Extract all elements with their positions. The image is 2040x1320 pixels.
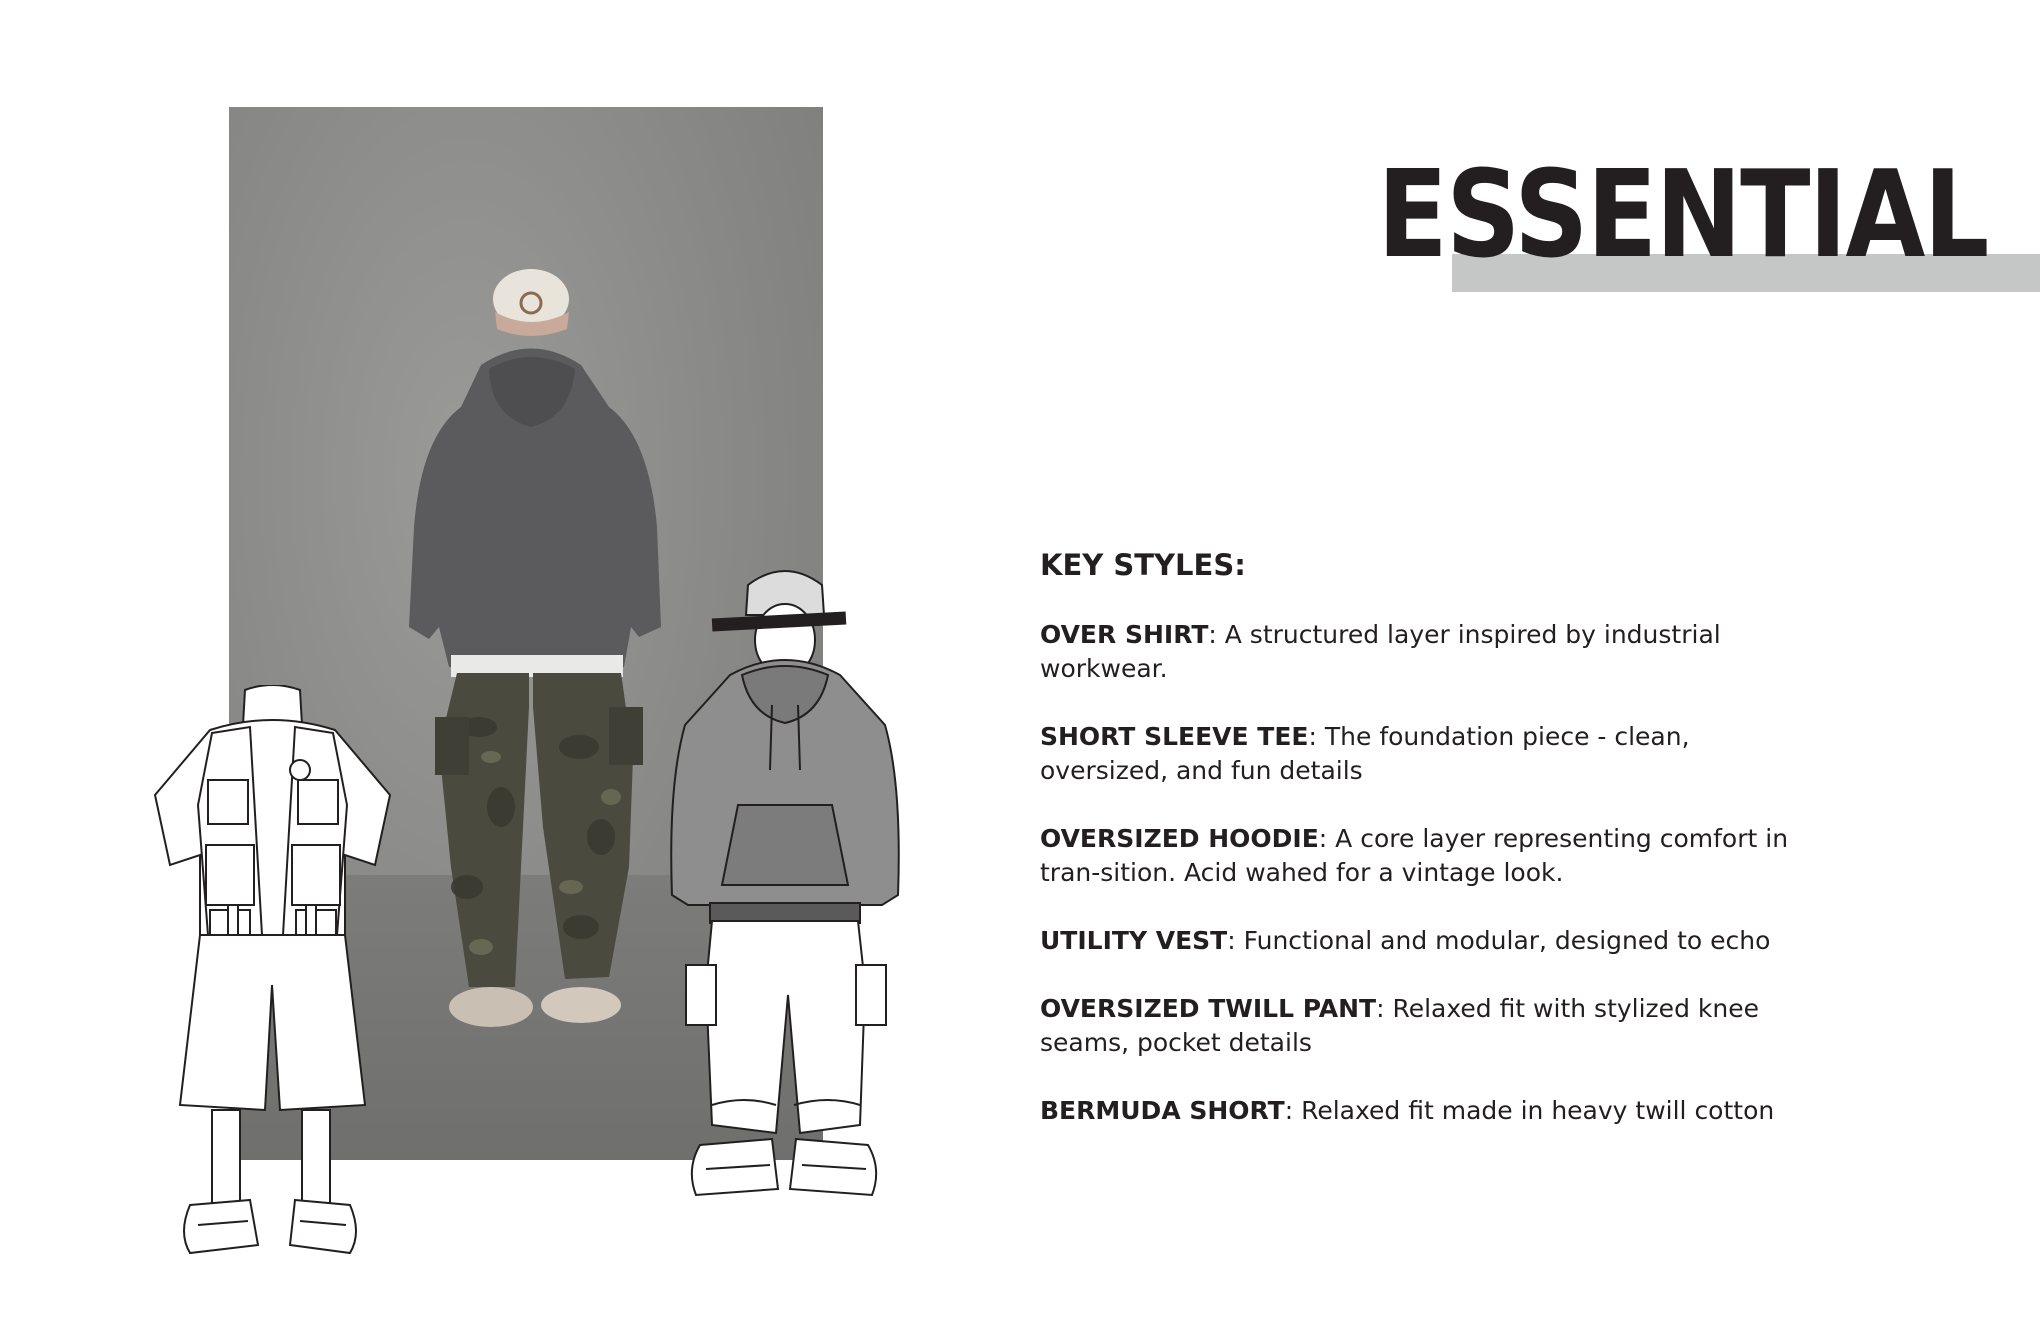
key-styles-heading: KEY STYLES:	[1040, 548, 1246, 582]
style-description: : A core layer representing comfort in tran-sition. Acid wahed for a vintage look.	[1040, 824, 1789, 887]
utility-vest-sketch	[150, 685, 395, 1275]
style-description: : Functional and modular, designed to echo	[1227, 926, 1771, 955]
style-name: OVER SHIRT	[1040, 620, 1209, 649]
style-description: : A structured layer inspired by industrial workwear.	[1040, 620, 1721, 683]
key-styles-section	[1040, 548, 1820, 1162]
style-name: BERMUDA SHORT	[1040, 1096, 1285, 1125]
style-item-bermuda-short	[1040, 1094, 1820, 1128]
style-item-oversized-hoodie	[1040, 822, 1820, 890]
style-item-utility-vest	[1040, 924, 1820, 958]
style-name: SHORT SLEEVE TEE	[1040, 722, 1309, 751]
page-title: ESSENTIAL	[1377, 146, 1988, 285]
style-item-oversized-twill-pant	[1040, 992, 1820, 1060]
style-description: : The foundation piece - clean, oversized, and fun details	[1040, 722, 1690, 785]
style-name: OVERSIZED HOODIE	[1040, 824, 1319, 853]
style-name: OVERSIZED TWILL PANT	[1040, 994, 1377, 1023]
style-name: UTILITY VEST	[1040, 926, 1228, 955]
style-item-short-sleeve-tee	[1040, 720, 1820, 788]
style-item-over-shirt	[1040, 618, 1820, 686]
hoodie-sketch	[660, 565, 910, 1215]
style-description: : Relaxed fit with stylized knee seams, pocket details	[1040, 994, 1759, 1057]
style-description: : Relaxed fit made in heavy twill cotton	[1284, 1096, 1775, 1125]
